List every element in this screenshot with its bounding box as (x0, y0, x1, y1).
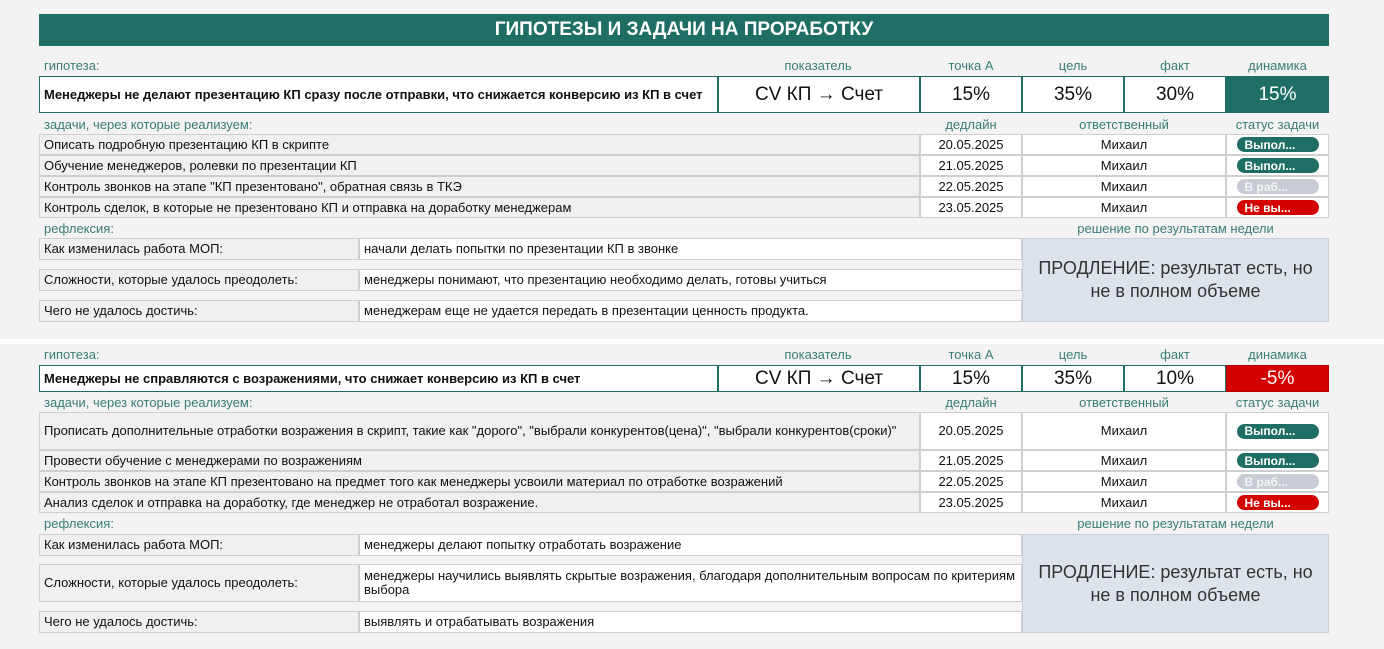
point-a-value[interactable]: 15% (920, 365, 1022, 392)
indicator-value[interactable]: CV КП → Счет (718, 76, 920, 113)
fact-value[interactable]: 10% (1124, 365, 1226, 392)
task-status-cell[interactable] (1226, 412, 1329, 450)
task-deadline[interactable]: 23.05.2025 (920, 492, 1022, 513)
status-pill[interactable]: В раб... (1237, 179, 1319, 194)
hypothesis-text[interactable]: Менеджеры не справляются с возражениями, что снижает конверсию из КП в счет (39, 365, 718, 392)
reflection-answer-failed[interactable]: менеджерам еще не удается передать в презентации ценность продукта. (359, 300, 1022, 322)
task-responsible[interactable]: Михаил (1022, 176, 1226, 197)
status-pill[interactable]: Не вы... (1237, 200, 1319, 215)
reflection-question-overcome: Сложности, которые удалось преодолеть: (39, 564, 359, 602)
point-a-label: точка А (948, 347, 994, 362)
reflection-question-failed: Чего не удалось достичь: (39, 300, 359, 322)
deadline-label: дедлайн (945, 117, 997, 132)
task-deadline[interactable]: 20.05.2025 (920, 412, 1022, 450)
task-status-cell[interactable] (1226, 176, 1329, 197)
reflection-question-changed: Как изменилась работа МОП: (39, 238, 359, 260)
decision-box[interactable]: ПРОДЛЕНИЕ: результат есть, но не в полном объеме (1022, 238, 1329, 322)
reflection-answer-overcome[interactable]: менеджеры понимают, что презентацию необходимо делать, готовы учиться (359, 269, 1022, 291)
task-text[interactable]: Контроль звонков на этапе "КП презентовано", обратная связь в ТКЭ (39, 176, 920, 197)
reflection-answer-changed[interactable]: менеджеры делают попытку отработать возражение (359, 534, 1022, 556)
reflection-answer-failed[interactable]: выявлять и отрабатывать возражения (359, 611, 1022, 633)
task-deadline[interactable]: 20.05.2025 (920, 134, 1022, 155)
task-status-label: статус задачи (1235, 117, 1320, 132)
hypothesis-label: гипотеза: (44, 58, 100, 73)
fact-label: факт (1160, 58, 1190, 73)
task-status-label: статус задачи (1235, 395, 1320, 410)
dynamics-value[interactable]: 15% (1226, 76, 1329, 113)
reflection-answer-changed[interactable]: начали делать попытки по презентации КП в звонке (359, 238, 1022, 260)
goal-label: цель (1058, 58, 1088, 73)
reflection-answer-overcome[interactable]: менеджеры научились выявлять скрытые возражения, благодаря дополнительным вопросам по критериям выбора (359, 564, 1022, 602)
status-pill[interactable]: Выпол... (1237, 158, 1319, 173)
reflection-question-overcome: Сложности, которые удалось преодолеть: (39, 269, 359, 291)
status-pill[interactable]: Выпол... (1237, 424, 1319, 439)
decision-box[interactable]: ПРОДЛЕНИЕ: результат есть, но не в полном объеме (1022, 534, 1329, 633)
task-status-cell[interactable] (1226, 450, 1329, 471)
task-status-cell[interactable] (1226, 155, 1329, 176)
dynamics-value[interactable]: -5% (1226, 365, 1329, 392)
reflection-label: рефлексия: (44, 516, 114, 531)
task-responsible[interactable]: Михаил (1022, 492, 1226, 513)
page-title: ГИПОТЕЗЫ И ЗАДАЧИ НА ПРОРАБОТКУ (39, 14, 1329, 46)
task-text[interactable]: Обучение менеджеров, ролевки по презентации КП (39, 155, 920, 176)
decision-label: решение по результатам недели (1077, 221, 1274, 236)
goal-value[interactable]: 35% (1022, 76, 1124, 113)
responsible-label: ответственный (1079, 395, 1169, 410)
task-status-cell[interactable] (1226, 471, 1329, 492)
dynamics-label: динамика (1248, 347, 1307, 362)
indicator-label: показатель (784, 347, 852, 362)
fact-label: факт (1160, 347, 1190, 362)
task-text[interactable]: Контроль звонков на этапе КП презентовано на предмет того как менеджеры усвоили материал по отработке возражений (39, 471, 920, 492)
task-responsible[interactable]: Михаил (1022, 471, 1226, 492)
indicator-value[interactable]: CV КП → Счет (718, 365, 920, 392)
task-deadline[interactable]: 21.05.2025 (920, 155, 1022, 176)
dynamics-label: динамика (1248, 58, 1307, 73)
goal-value[interactable]: 35% (1022, 365, 1124, 392)
deadline-label: дедлайн (945, 395, 997, 410)
reflection-question-changed: Как изменилась работа МОП: (39, 534, 359, 556)
hypothesis-label: гипотеза: (44, 347, 100, 362)
reflection-question-failed: Чего не удалось достичь: (39, 611, 359, 633)
goal-label: цель (1058, 347, 1088, 362)
task-deadline[interactable]: 21.05.2025 (920, 450, 1022, 471)
block-divider (0, 339, 1384, 344)
task-text[interactable]: Контроль сделок, в которые не презентовано КП и отправка на доработку менеджерам (39, 197, 920, 218)
tasks-label: задачи, через которые реализуем: (44, 117, 253, 132)
task-status-cell[interactable] (1226, 134, 1329, 155)
task-text[interactable]: Описать подробную презентацию КП в скрипте (39, 134, 920, 155)
point-a-value[interactable]: 15% (920, 76, 1022, 113)
task-responsible[interactable]: Михаил (1022, 450, 1226, 471)
status-pill[interactable]: Выпол... (1237, 137, 1319, 152)
status-pill[interactable]: Выпол... (1237, 453, 1319, 468)
task-deadline[interactable]: 22.05.2025 (920, 471, 1022, 492)
task-responsible[interactable]: Михаил (1022, 197, 1226, 218)
task-status-cell[interactable] (1226, 197, 1329, 218)
tasks-label: задачи, через которые реализуем: (44, 395, 253, 410)
task-responsible[interactable]: Михаил (1022, 155, 1226, 176)
status-pill[interactable]: В раб... (1237, 474, 1319, 489)
task-text[interactable]: Анализ сделок и отправка на доработку, где менеджер не отработал возражение. (39, 492, 920, 513)
task-responsible[interactable]: Михаил (1022, 412, 1226, 450)
responsible-label: ответственный (1079, 117, 1169, 132)
decision-label: решение по результатам недели (1077, 516, 1274, 531)
point-a-label: точка А (948, 58, 994, 73)
task-responsible[interactable]: Михаил (1022, 134, 1226, 155)
status-pill[interactable]: Не вы... (1237, 495, 1319, 510)
task-text[interactable]: Прописать дополнительные отработки возражения в скрипт, такие как "дорого", "выбрали конкурентов(цена)", "выбрали конкурентов(сроки)" (39, 412, 920, 450)
reflection-label: рефлексия: (44, 221, 114, 236)
task-text[interactable]: Провести обучение с менеджерами по возражениям (39, 450, 920, 471)
indicator-label: показатель (784, 58, 852, 73)
hypothesis-text[interactable]: Менеджеры не делают презентацию КП сразу после отправки, что снижается конверсию из КП в счет (39, 76, 718, 113)
fact-value[interactable]: 30% (1124, 76, 1226, 113)
task-deadline[interactable]: 22.05.2025 (920, 176, 1022, 197)
task-deadline[interactable]: 23.05.2025 (920, 197, 1022, 218)
task-status-cell[interactable] (1226, 492, 1329, 513)
